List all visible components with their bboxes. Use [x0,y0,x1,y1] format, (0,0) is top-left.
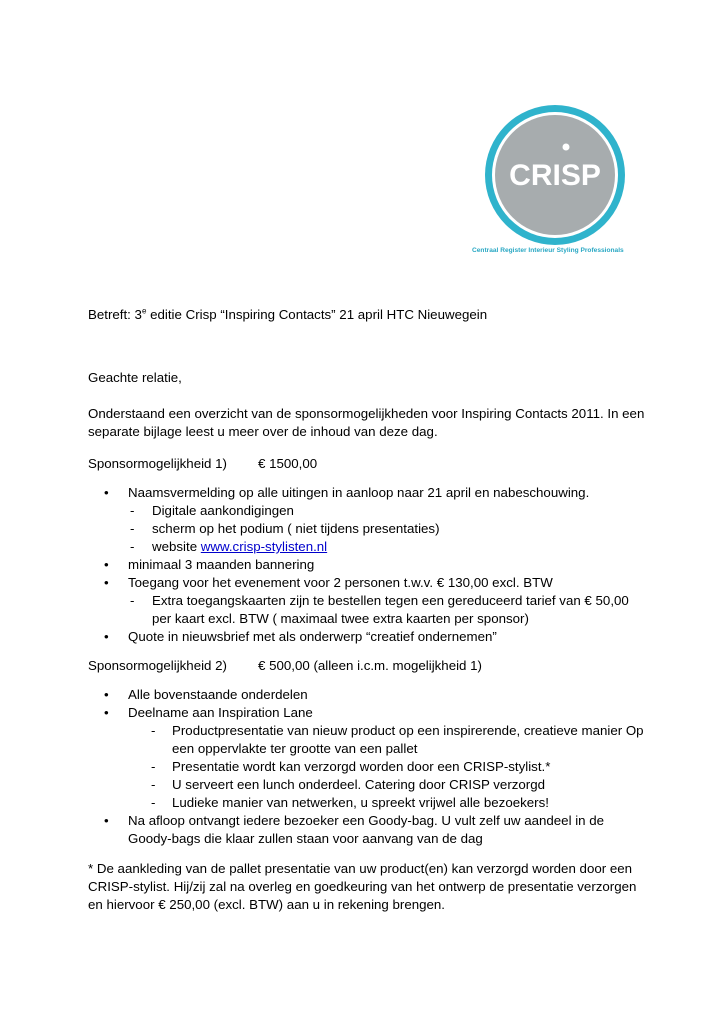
sponsor1-heading: Sponsormogelijkheid 1) € 1500,00 [88,456,318,471]
footnote: * De aankleding van de pallet presentatie van uw product(en) kan verzorgd worden door een CRISP-stylist. Hij/zij zal na overleg en goedkeuring van het ontwerp de presentatie verzorgen en hiervoor € 250,00 (excl. BTW) aan u in rekening brengen. [88,861,637,912]
list-item: • Toegang voor het evenement voor 2 personen t.w.v. € 130,00 excl. BTW - Extra toegangskaarten zijn te bestellen tegen een gereduceerd tarief van € 50,00 per kaart excl. BTW ( maximaal twee extra kaarten per sponsor) [88,574,648,628]
intro-paragraph: Onderstaand een overzicht van de sponsormogelijkheden voor Inspiring Contacts 2011. In een separate bijlage leest u meer over de inhoud van deze dag. [88,406,645,439]
list-item: • Naamsvermelding op alle uitingen in aanloop naar 21 april en nabeschouwing. - Digitale aankondigingen - scherm op het podium ( niet tijdens presentaties) - website www.crisp-stylisten.nl [88,484,648,556]
website-link[interactable]: www.crisp-stylisten.nl [200,539,328,554]
list-item: - U serveert een lunch onderdeel. Catering door CRISP verzorgd [128,776,648,794]
logo-text: CRISP [509,159,601,192]
salutation: Geachte relatie, [88,370,182,385]
sponsor2-list [88,686,648,848]
list-item: • minimaal 3 maanden bannering [88,556,648,574]
list-item: • Deelname aan Inspiration Lane - Productpresentatie van nieuw product op een inspirerende, creatieve manier Op een oppervlakte ter grootte van een pallet - Presentatie wordt kan verzorgd worden door een CRISP-stylist.* - U serveert een lunch onderdeel. Catering door CRISP verzorgd - Ludieke manier van netwerken, u spreekt vrijwel alle bezoekers! [88,704,648,812]
list-item: - Digitale aankondigingen [128,502,648,520]
list-item: • Alle bovenstaande onderdelen [88,686,648,704]
list-item: • Na afloop ontvangt iedere bezoeker een Goody-bag. U vult zelf uw aandeel in de Goody-bags die klaar zullen staan voor aanvang van de dag [88,812,648,848]
crisp-logo [483,103,627,247]
list-item: - Productpresentatie van nieuw product op een inspirerende, creatieve manier Op een oppervlakte ter grootte van een pallet [128,722,648,758]
sponsor2-heading: Sponsormogelijkheid 2) € 500,00 (alleen i.c.m. mogelijkheid 1) [88,658,482,673]
logo-tagline: Centraal Register Interieur Styling Professionals [472,247,624,254]
list-item: - Presentatie wordt kan verzorgd worden door een CRISP-stylist.* [128,758,648,776]
subject-line: Betreft: 3e editie Crisp “Inspiring Contacts” 21 april HTC Nieuwegein [88,306,488,322]
list-item: • Quote in nieuwsbrief met als onderwerp “creatief ondernemen” [88,628,648,646]
list-item: - scherm op het podium ( niet tijdens presentaties) [128,520,648,538]
list-item: - Ludieke manier van netwerken, u spreekt vrijwel alle bezoekers! [128,794,648,812]
letter-body [88,306,648,914]
list-item: - website www.crisp-stylisten.nl [128,538,648,556]
sponsor1-list [88,484,648,646]
list-item: - Extra toegangskaarten zijn te bestellen tegen een gereduceerd tarief van € 50,00 per kaart excl. BTW ( maximaal twee extra kaarten per sponsor) [128,592,648,628]
